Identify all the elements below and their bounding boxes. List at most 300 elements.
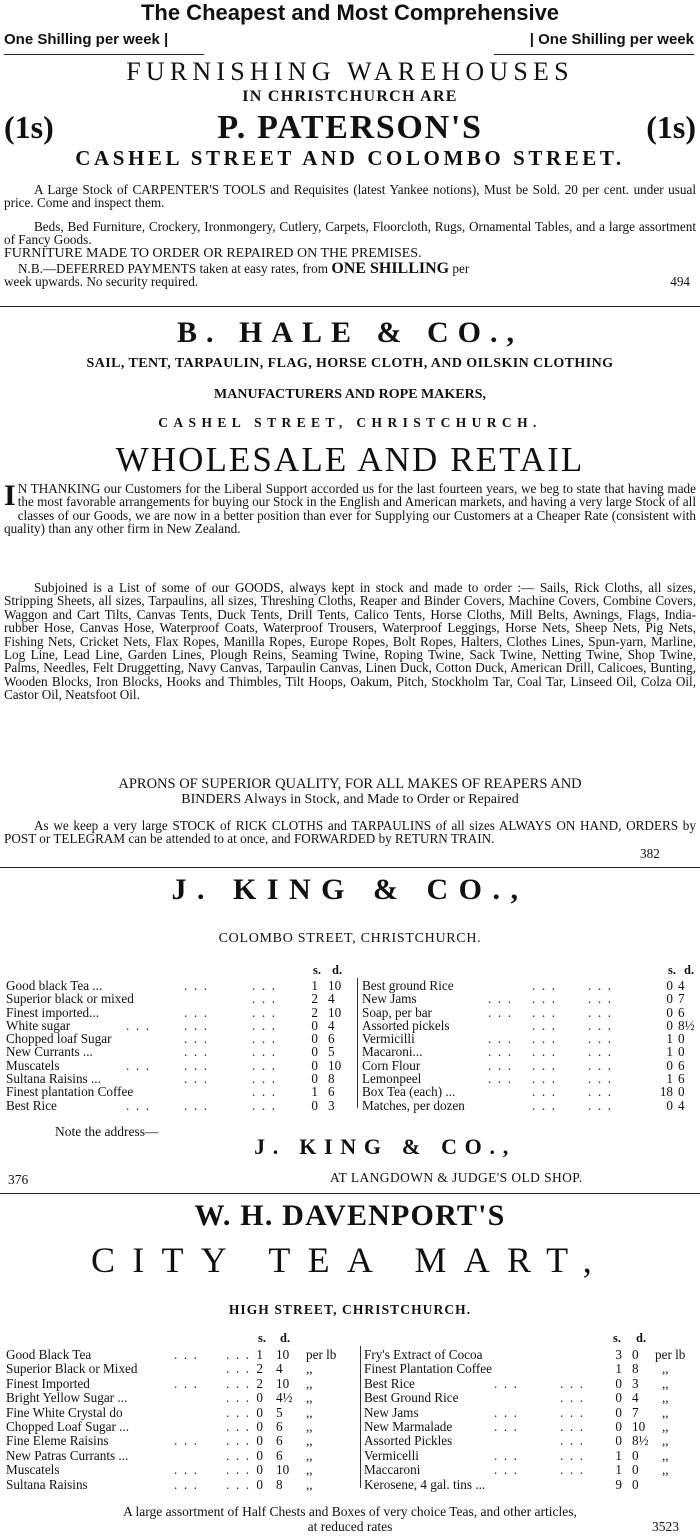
price-item: Chopped Loaf Sugar ... [6,1418,130,1434]
king-old-shop: AT LANGDOWN & JUDGE'S OLD SHOP. [330,1170,583,1185]
leader-dots: ... [226,1361,256,1377]
price-pence: 6 [276,1433,283,1449]
price-row [6,1391,358,1405]
price-item: Macaroni... [362,1044,423,1060]
unit-ditto: ,, [306,1361,313,1377]
leader-dots: ... [560,1433,590,1449]
hale-line1: SAIL, TENT, TARPAULIN, FLAG, HORSE CLOTH, AND OILSKIN CLOTHING [86,356,614,371]
leader-dots: ... [560,1390,590,1406]
price-item: Vermicelli [364,1447,419,1463]
dav-ref: 3523 [652,1519,679,1534]
davenport-name: W. H. DAVENPORT'S [194,1199,506,1232]
leader-dots: ... [184,978,214,993]
leader-dots: ... [174,1476,204,1492]
leader-dots: ... [184,1057,214,1073]
price-item: White sugar [6,1017,71,1033]
hale-aprons1: APRONS OF SUPERIOR QUALITY, FOR ALL MAKES OF REAPERS AND [118,776,582,792]
price-item: Sultana Raisins ... [6,1071,101,1087]
leader-dots: ... [488,1057,518,1073]
price-row [362,979,698,992]
price-tag-left: (1s) [4,109,54,145]
leader-dots: ... [588,1031,618,1047]
price-pence: 3 [328,1097,335,1113]
price-shillings: 0 [666,1097,673,1113]
leader-dots: ... [252,1097,282,1113]
price-shillings: 0 [256,1462,263,1478]
unit-ditto: ,, [662,1462,669,1478]
price-shillings: 0 [311,1071,318,1087]
leader-dots: ... [252,1004,282,1020]
leader-dots: ... [488,1044,518,1060]
dav-table-right [364,1348,698,1492]
price-row [6,1045,356,1058]
price-pence: 10 [328,978,342,993]
leader-dots: ... [588,1017,618,1033]
price-pence: 3 [632,1375,639,1391]
price-pence: 7 [678,991,685,1007]
dav-col-d-right: d. [636,1331,647,1345]
leader-dots: ... [252,1057,282,1073]
price-row [364,1463,698,1477]
price-pence: 7 [632,1404,639,1420]
price-row [364,1420,698,1434]
leader-dots: ... [126,1057,156,1073]
unit-ditto: ,, [662,1404,669,1420]
paterson-furniture-para: Beds, Bed Furniture, Crockery, Ironmongery, Cutlery, Carpets, Floorcloth, Rugs, Ornamental Tables, and a large assortment of Fancy Goods. [4,219,696,248]
price-row [6,1059,356,1072]
price-item: Lemonpeel [362,1071,422,1087]
price-pence: 6 [328,1031,335,1047]
price-item: Muscatels [6,1057,60,1073]
price-pence: 6 [276,1447,283,1463]
price-shillings: 18 [659,1084,673,1100]
dav-col-divider [360,1346,361,1488]
hale-name: B. HALE & CO., [176,316,524,349]
price-item: Superior black or mixed [6,991,134,1007]
one-shilling: ONE SHILLING [331,260,450,277]
divider-2 [0,867,700,868]
price-shillings: 0 [615,1433,622,1449]
price-item: New Jams [362,991,417,1007]
leader-dots: ... [184,1044,214,1060]
leader-dots: ... [560,1418,590,1434]
price-underline-right [494,54,694,55]
price-item: Best Rice [6,1097,57,1113]
leader-dots: ... [226,1476,256,1492]
hale-line2: MANUFACTURERS AND ROPE MAKERS, [214,387,486,402]
divider-3 [0,1193,700,1194]
unit-ditto: ,, [662,1433,669,1449]
price-row [362,1072,698,1085]
price-pence: 5 [276,1404,283,1420]
price-shillings: 2 [311,1004,318,1020]
leader-dots: ... [560,1447,590,1463]
king-col-s-right: s. [668,963,676,977]
leader-dots: ... [588,1057,618,1073]
leader-dots: ... [494,1447,524,1463]
price-row [362,1085,698,1098]
leader-dots: ... [252,1031,282,1047]
leader-dots: ... [532,1031,562,1047]
dav-col-s-left: s. [258,1331,266,1345]
price-shillings: 0 [256,1418,263,1434]
price-shillings: 2 [311,991,318,1007]
paterson-title2: IN CHRISTCHURCH ARE [242,88,458,105]
hale-dropcap: I [4,479,16,512]
price-shillings: 0 [256,1404,263,1420]
king-table-right [362,979,698,1112]
price-shillings: 0 [311,1097,318,1113]
price-item: Matches, per dozen [362,1097,465,1113]
leader-dots: ... [560,1404,590,1420]
price-row [6,979,356,992]
unit-ditto: ,, [306,1404,313,1420]
price-pence: 4 [632,1390,639,1406]
king-col-d-left: d. [332,963,343,977]
king-col-s-left: s. [313,963,321,977]
price-row [6,1006,356,1019]
leader-dots: ... [588,1097,618,1113]
price-item: Chopped loaf Sugar [6,1031,112,1047]
price-pence: 8 [328,1071,335,1087]
leader-dots: ... [252,1071,282,1087]
price-shillings: 0 [311,1057,318,1073]
price-row [6,1463,358,1477]
price-left: One Shilling per week | [4,31,169,48]
leader-dots: ... [532,1004,562,1020]
leader-dots: ... [532,1084,562,1100]
leader-dots: ... [488,991,518,1007]
price-item: Finest Imported [6,1375,90,1391]
paterson-price-line [0,31,700,51]
price-row [364,1377,698,1391]
price-item: Assorted pickels [362,1017,450,1033]
price-row [364,1391,698,1405]
price-row [6,1377,358,1391]
leader-dots: ... [488,1031,518,1047]
price-row [6,1406,358,1420]
price-item: Fry's Extract of Cocoa [364,1347,483,1362]
leader-dots: ... [494,1375,524,1391]
price-shillings: 1 [615,1447,622,1463]
leader-dots: ... [126,1017,156,1033]
leader-dots: ... [488,1071,518,1087]
leader-dots: ... [252,978,282,993]
dav-table-left [6,1348,358,1492]
price-shillings: 0 [666,991,673,1007]
price-pence: 6 [276,1418,283,1434]
price-row [362,1006,698,1019]
price-shillings: 3 [615,1347,622,1362]
unit-ditto: ,, [306,1418,313,1434]
hale-intro-text: N THANKING our Customers for the Liberal Support accorded us for the last fourteen years, we beg to state that having made the most favorable arrangements for buying our Stock in the English and American markets, and having a very large Stock of all classes of our Goods, we are now in a better position than ever for Supplying our Customers at a Cheaper Rate (consistent with quality) than any other firm in New Zealand. [4,481,696,537]
price-pence: 4 [328,991,335,1007]
price-pence: 8 [276,1476,283,1492]
hale-stock: As we keep a very large STOCK of RICK CLOTHS and TARPAULINS of all sizes ALWAYS ON HAND, ORDERS by POST or TELEGRAM can be attended to at once, and FORWARDED by RETURN TRAIN. [4,818,696,847]
price-item: New Currants ... [6,1044,93,1060]
price-shillings: 1 [666,1031,673,1047]
price-row [6,1072,356,1085]
price-row [6,1478,358,1492]
price-row [6,1032,356,1045]
leader-dots: ... [494,1418,524,1434]
leader-dots: ... [532,1057,562,1073]
king-note: Note the address— [55,1124,159,1139]
unit-ditto: ,, [306,1433,313,1449]
leader-dots: ... [226,1375,256,1391]
leader-dots: ... [532,978,562,993]
price-item: Good black Tea ... [6,978,103,993]
price-item: New Jams [364,1404,419,1420]
leader-dots: ... [226,1447,256,1463]
price-item: Corn Flour [362,1057,421,1073]
price-pence: 10 [276,1347,290,1362]
price-item: Fine White Crystal do [6,1404,123,1420]
price-shillings: 1 [311,1084,318,1100]
unit-ditto: ,, [662,1418,669,1434]
unit-ditto: ,, [662,1447,669,1463]
price-shillings: 0 [615,1418,622,1434]
price-shillings: 0 [311,1044,318,1060]
leader-dots: ... [532,1071,562,1087]
paterson-name-line [0,107,700,149]
price-shillings: 1 [615,1462,622,1478]
leader-dots: ... [184,1071,214,1087]
leader-dots: ... [588,978,618,993]
price-shillings: 0 [615,1404,622,1420]
leader-dots: ... [252,1044,282,1060]
leader-dots: ... [174,1347,204,1362]
leader-dots: ... [174,1462,204,1478]
leader-dots: ... [174,1375,204,1391]
price-shillings: 0 [666,1057,673,1073]
leader-dots: ... [560,1375,590,1391]
leader-dots: ... [226,1404,256,1420]
price-item: Soap, per bar [362,1004,432,1020]
davenport-title: CITY TEA MART, [90,1240,610,1280]
price-shillings: 2 [256,1361,263,1377]
leader-dots: ... [184,1004,214,1020]
price-shillings: 1 [666,1071,673,1087]
unit-ditto: ,, [306,1447,313,1463]
price-pence: 0 [632,1447,639,1463]
price-pence: 10 [276,1375,290,1391]
price-item: Sultana Raisins [6,1476,88,1492]
leader-dots: ... [532,991,562,1007]
leader-dots: ... [532,1017,562,1033]
unit-ditto: ,, [306,1462,313,1478]
price-row [6,1362,358,1376]
price-item: Muscatels [6,1462,60,1478]
price-item: Best ground Rice [362,978,454,993]
price-item: Finest plantation Coffee [6,1084,134,1100]
leader-dots: ... [174,1433,204,1449]
paterson-name: P. PATERSON'S [217,109,483,146]
leader-dots: ... [226,1347,256,1362]
price-pence: 4½ [276,1390,293,1406]
price-shillings: 0 [311,1031,318,1047]
price-shillings: 0 [256,1476,263,1492]
price-row [362,1019,698,1032]
price-item: Finest Plantation Coffee [364,1361,492,1377]
price-pence: 5 [328,1044,335,1060]
king-ref: 376 [8,1172,29,1187]
price-item: Bright Yellow Sugar ... [6,1390,128,1406]
leader-dots: ... [226,1390,256,1406]
price-shillings: 0 [256,1447,263,1463]
price-shillings: 9 [615,1476,622,1492]
leader-dots: ... [126,1097,156,1113]
price-shillings: 0 [666,1017,673,1033]
dav-footer2: at reduced rates [307,1519,393,1534]
price-shillings: 0 [666,1004,673,1020]
paterson-headline: The Cheapest and Most Comprehensive [140,0,560,25]
unit-ditto: ,, [662,1390,669,1406]
king-col-d-right: d. [684,963,695,977]
price-shillings: 1 [666,1044,673,1060]
price-row [364,1449,698,1463]
price-pence: 10 [328,1057,342,1073]
price-pence: 10 [276,1462,290,1478]
price-item: New Patras Currants ... [6,1447,129,1463]
hale-aprons2: BINDERS Always in Stock, and Made to Order or Repaired [181,792,519,807]
paterson-payments [4,262,696,296]
leader-dots: ... [252,991,282,1007]
price-pence: 0 [678,1084,685,1100]
price-pence: 0 [678,1044,685,1060]
price-row [364,1362,698,1376]
price-pence: 4 [678,1097,685,1113]
price-pence: 10 [328,1004,342,1020]
paterson-repairs: FURNITURE MADE TO ORDER OR REPAIRED ON THE PREMISES. [4,246,422,261]
price-pence: 0 [632,1347,639,1362]
price-pence: 8½ [678,1017,695,1033]
price-pence: 6 [678,1057,685,1073]
price-pence: 4 [678,978,685,993]
price-shillings: 0 [256,1433,263,1449]
price-item: Vermicilli [362,1031,415,1047]
payments-weeks: week upwards. No security required. [4,274,199,290]
king-col-divider [357,978,358,1108]
price-item: Good Black Tea [6,1347,92,1362]
price-pence: 4 [328,1017,335,1033]
leader-dots: ... [560,1462,590,1478]
price-tag-right: (1s) [646,109,696,145]
price-row [362,1059,698,1072]
price-row [6,1434,358,1448]
price-pence: 0 [632,1476,639,1492]
leader-dots: ... [226,1418,256,1434]
king-table-left [6,979,356,1112]
unit-per-lb: per lb [655,1347,686,1362]
price-row [6,1099,356,1112]
leader-dots: ... [252,1084,282,1100]
dav-footer1: A large assortment of Half Chests and Boxes of very choice Teas, and other articles, [123,1504,577,1519]
leader-dots: ... [494,1462,524,1478]
price-shillings: 0 [615,1375,622,1391]
price-pence: 8 [632,1361,639,1377]
leader-dots: ... [588,1044,618,1060]
price-item: Best Ground Rice [364,1390,459,1406]
price-shillings: 0 [615,1390,622,1406]
price-right: | One Shilling per week [529,31,694,48]
payments-text: N.B.—DEFERRED PAYMENTS taken at easy rates, from [18,261,329,276]
leader-dots: ... [184,1017,214,1033]
paterson-title1: FURNISHING WAREHOUSES [126,57,574,86]
payments-per: per [452,261,470,276]
price-item: Best Rice [364,1375,415,1391]
leader-dots: ... [488,1004,518,1020]
divider-1 [0,306,700,307]
king-name2: J. KING & CO., [254,1134,516,1159]
price-row [6,1420,358,1434]
davenport-address: HIGH STREET, CHRISTCHURCH. [228,1302,472,1317]
leader-dots: ... [226,1433,256,1449]
price-row [364,1478,698,1492]
price-item: Superior Black or Mixed [6,1361,138,1377]
price-pence: 0 [632,1462,639,1478]
unit-ditto: ,, [306,1375,313,1391]
price-row [6,1449,358,1463]
price-shillings: 0 [666,978,673,993]
dav-col-s-right: s. [613,1331,621,1345]
king-name: J. KING & CO., [171,873,529,906]
price-pence: 6 [328,1084,335,1100]
unit-ditto: ,, [662,1361,669,1377]
price-row [6,992,356,1005]
king-address: COLOMBO STREET, CHRISTCHURCH. [218,931,482,946]
hale-goods-list: Subjoined is a List of some of our GOODS, always kept in stock and made to order :— Sails, Rick Cloths, all sizes, Stripping Sheets, all sizes, Tarpaulins, all sizes, Threshing Cloths, Reaper and Binder Covers, Machine Covers, Combine Covers, Waggon and Cart Tilts, Canvas Tents, Duck Tents, Drill Tents, Calico Tents, Horse Cloths, Mill Belts, Awnings, Flags, India-rubber Hose, Canvas Hose, Waterproof Coats, Waterproof Trousers, Waterproof Leggings, Horse Nets, Sheep Nets, Pig Nets, Fishing Nets, Cricket Nets, Flax Ropes, Manilla Ropes, Europe Ropes, Bolt Ropes, Halters, Clothes Lines, Spun-yarn, Marline, Log Line, Lead Line, Garden Lines, Plough Reins, Seaming Twine, Roping Twine, Sack Twine, Netting Twine, Shop Twine, Palms, Needles, Felt Druggetting, Navy Canvas, Tarpaulin Canvas, Linen Duck, Cotton Duck, American Drill, Calicoes, Bunting, Wooden Blocks, Iron Blocks, Hooks and Thimbles, Tilt Hoops, Oakum, Pitch, Stockholm Tar, Coal Tar, Linseed Oil, Colza Oil, Castor Oil, Neatsfoot Oil. [4,580,696,703]
unit-ditto: ,, [306,1390,313,1406]
price-row [362,992,698,1005]
price-item: Box Tea (each) ... [362,1084,456,1100]
leader-dots: ... [252,1017,282,1033]
paterson-tools-para: A Large Stock of CARPENTER'S TOOLS and Requisites (latest Yankee notions), Must be Sold. 20 per cent. under usual price. Come and inspect them. [4,182,696,211]
leader-dots: ... [494,1404,524,1420]
price-pence: 6 [678,1071,685,1087]
price-row [364,1434,698,1448]
price-item: Kerosene, 4 gal. tins ... [364,1476,486,1492]
leader-dots: ... [226,1462,256,1478]
leader-dots: ... [532,1097,562,1113]
hale-address: CASHEL STREET, CHRISTCHURCH. [158,415,542,430]
price-shillings: 1 [256,1347,263,1362]
leader-dots: ... [588,1004,618,1020]
price-pence: 4 [276,1361,283,1377]
price-shillings: 2 [256,1375,263,1391]
price-row [362,1099,698,1112]
hale-intro [4,479,696,537]
price-shillings: 0 [311,1017,318,1033]
paterson-ref: 494 [670,274,690,290]
price-pence: 10 [632,1418,646,1434]
price-shillings: 1 [615,1361,622,1377]
price-item: Finest imported... [6,1004,100,1020]
leader-dots: ... [532,1044,562,1060]
price-underline-left [4,54,204,55]
price-shillings: 0 [256,1390,263,1406]
price-shillings: 1 [311,978,318,993]
price-pence: 8½ [632,1433,649,1449]
leader-dots: ... [588,1084,618,1100]
price-row [6,1348,358,1362]
price-row [362,1045,698,1058]
price-pence: 0 [678,1031,685,1047]
price-item: Maccaroni [364,1462,421,1478]
hale-ref: 382 [640,846,660,861]
price-item: Fine Eleme Raisins [6,1433,109,1449]
unit-ditto: ,, [306,1476,313,1492]
